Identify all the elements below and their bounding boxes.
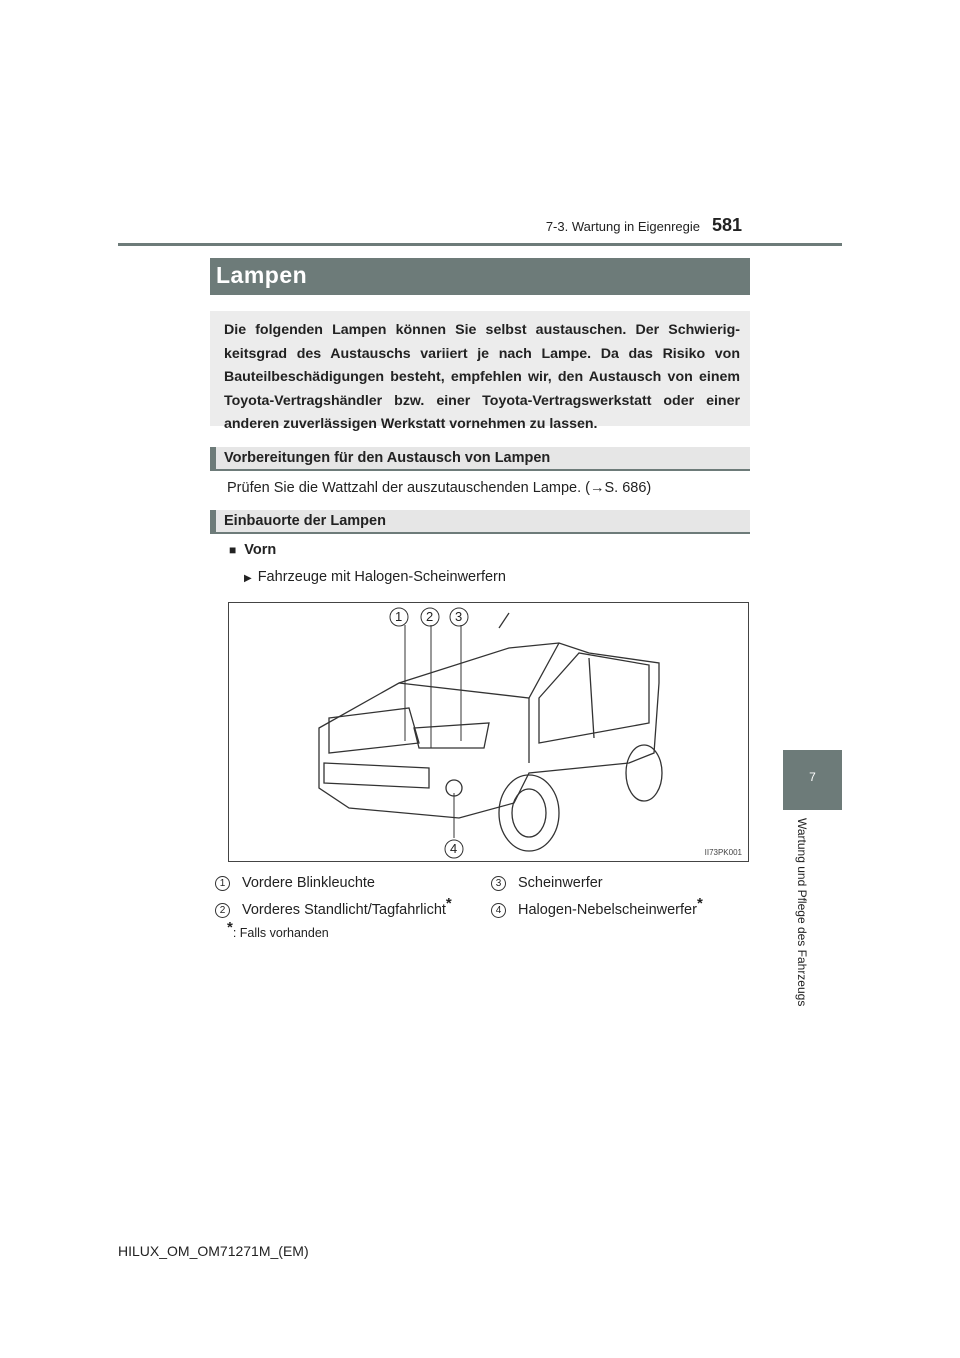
chapter-number: 7: [809, 770, 816, 784]
section-header: 7-3. Wartung in Eigenregie: [545, 219, 700, 234]
footnote: [227, 918, 329, 940]
subheading-text: Einbauorte der Lampen: [224, 513, 386, 529]
header-rule: [118, 243, 842, 246]
legend-label: Scheinwerfer: [518, 875, 603, 891]
legend-label: Halogen-Nebelscheinwerfer: [518, 902, 697, 918]
callout-2: 2: [426, 609, 434, 624]
legend-label: Vordere Blinkleuchte: [242, 875, 375, 891]
legend-item-3: [491, 875, 603, 891]
subheading-locations: [210, 510, 750, 534]
chapter-title: Wartung und Pflege des Fahrzeugs: [795, 818, 809, 1007]
front-label: Vorn: [244, 542, 277, 558]
triangle-bullet-icon: ▶: [244, 573, 252, 584]
footer-code: HILUX_OM_OM71271M_(EM): [118, 1243, 309, 1259]
footnote-star: *: [696, 895, 703, 913]
legend-item-1: [215, 875, 375, 891]
footnote-star: *: [227, 918, 233, 936]
subheading-text: Vorbereitungen für den Austausch von Lampen: [224, 450, 551, 466]
callout-3: 3: [455, 609, 463, 624]
preparation-text: Prüfen Sie die Wattzahl der auszutauschenden Lampe. (→S. 686): [227, 480, 652, 496]
subheading-preparation: [210, 447, 750, 471]
footnote-text: : Falls vorhanden: [232, 926, 329, 940]
legend-number: 4: [491, 903, 506, 918]
page-title: Lampen: [216, 262, 308, 288]
figure-code: II73PK001: [704, 848, 742, 857]
legend-number: 2: [215, 903, 230, 918]
vehicle-variant: [244, 569, 506, 585]
legend-label: Vorderes Standlicht/Tagfahrlicht: [242, 902, 446, 918]
callout-4: 4: [450, 841, 458, 856]
legend-item-4: [491, 895, 703, 918]
legend-number: 1: [215, 876, 230, 891]
front-heading: [229, 542, 276, 558]
callout-lines: [229, 603, 748, 861]
truck-illustration: [228, 602, 749, 862]
intro-box: Die folgenden Lampen können Sie selbst austauschen. Der Schwierigkeitsgrad des Austauschs variiert je nach Lampe. Da das Risiko von Bauteilbeschädigungen besteht, empfehlen wir, den Austausch von einem Toyota-Vertragshändler bzw. einer Toyota-Vertragswerkstatt oder einer anderen zuverlässigen Werkstatt vornehmen zu lassen.: [210, 311, 750, 426]
legend-number: 3: [491, 876, 506, 891]
page-number: 581: [712, 215, 743, 235]
variant-label: Fahrzeuge mit Halogen-Scheinwerfern: [257, 569, 506, 585]
footnote-star: *: [445, 895, 452, 913]
legend-item-2: [215, 895, 452, 918]
square-bullet-icon: ■: [229, 543, 237, 557]
callout-1: 1: [395, 609, 403, 624]
